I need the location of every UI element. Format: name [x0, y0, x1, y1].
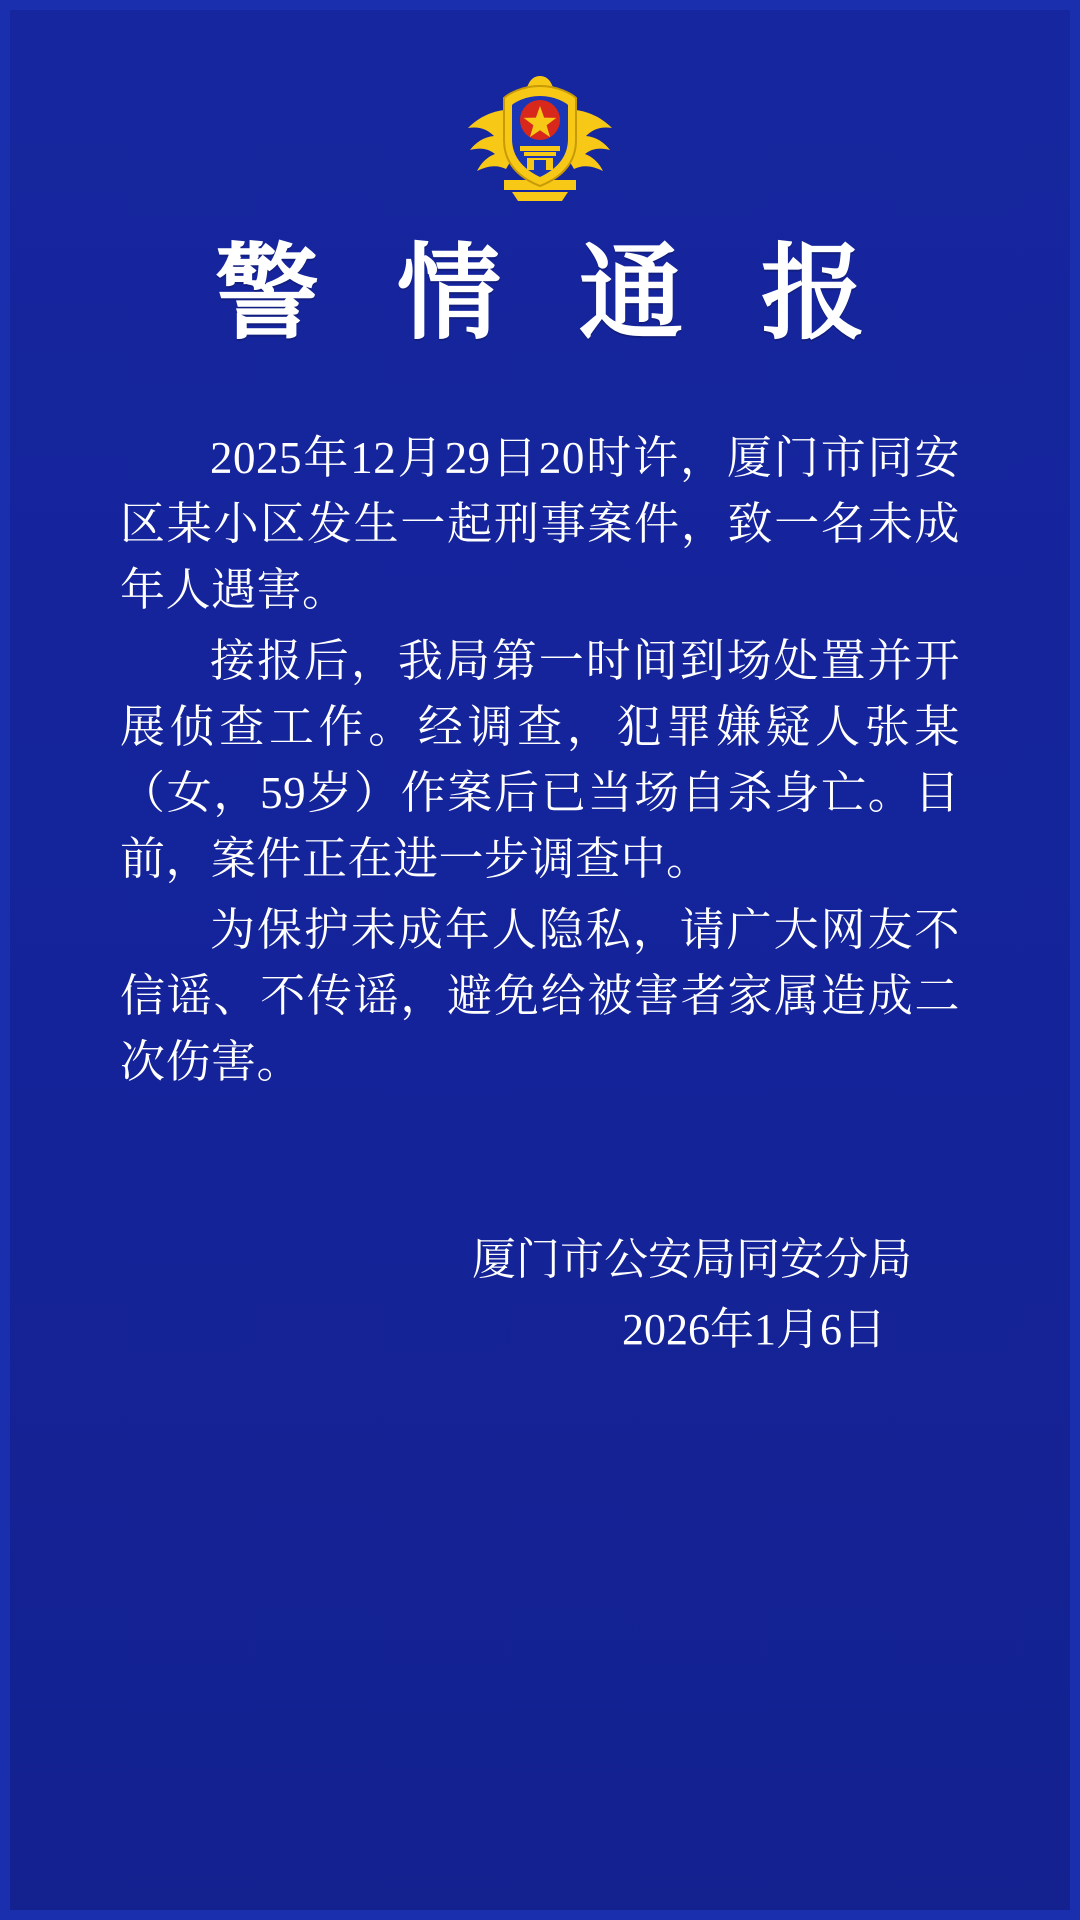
issue-date: 2026年1月6日 [622, 1305, 886, 1355]
notice-body [120, 426, 960, 1095]
poster-content [10, 10, 1070, 1910]
signature-block [120, 1227, 960, 1363]
notice-paragraph-1: 2025年12月29日20时许，厦门市同安区某小区发生一起刑事案件，致一名未成年人遇害。 [120, 433, 960, 615]
notice-paragraph-2: 接报后，我局第一时间到场处置并开展侦查工作。经调查，犯罪嫌疑人张某（女，59岁）作案后已当场自杀身亡。目前，案件正在进一步调查中。 [120, 636, 960, 884]
page-title: 警 情 通 报 [214, 237, 891, 352]
china-police-badge-icon [460, 68, 620, 208]
emblem-container [120, 10, 960, 208]
issuing-authority: 厦门市公安局同安分局 [472, 1235, 912, 1285]
notice-paragraph-3: 为保护未成年人隐私，请广大网友不信谣、不传谣，避免给被害者家属造成二次伤害。 [120, 905, 960, 1087]
